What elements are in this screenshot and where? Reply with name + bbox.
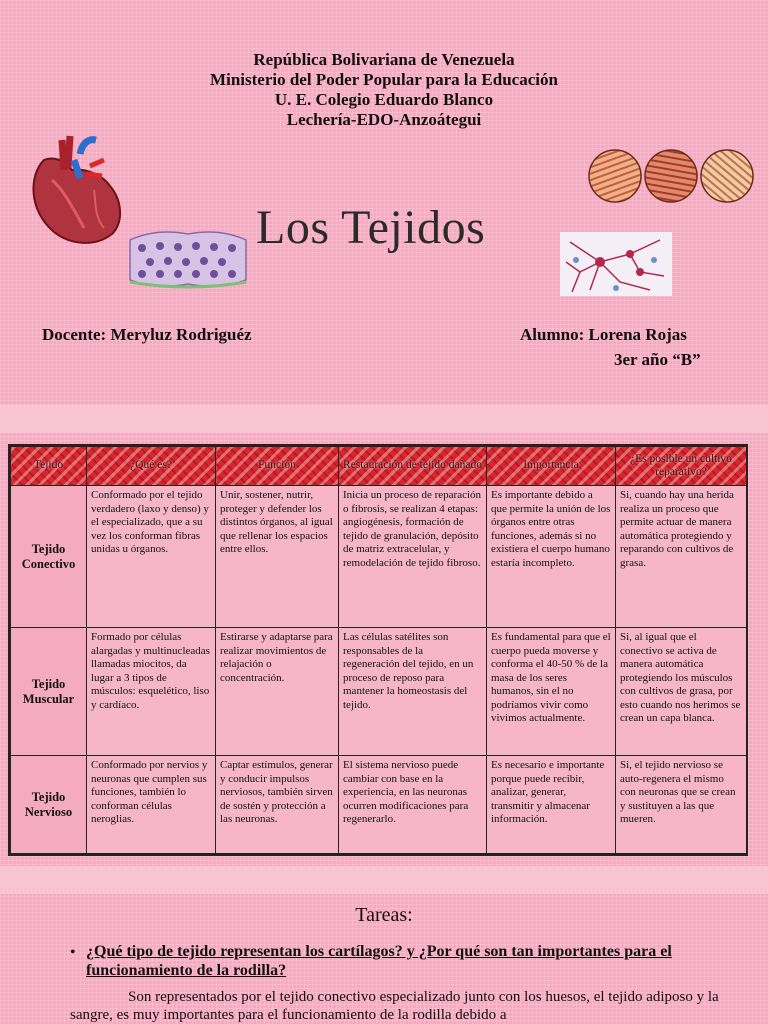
table-cell: El sistema nervioso puede cambiar con base en la experiencia, en las neuronas ocurren modificaciones para regenerarlo. [339,756,487,854]
table-header-row [11,447,747,486]
tasks-title: Tareas: [355,904,413,926]
institution-line: Ministerio del Poder Popular para la Educación [210,70,558,89]
table-row [11,628,747,756]
table-row [11,756,747,854]
bullet-icon: • [70,944,76,961]
heart-illustration [24,130,126,248]
tissue-table [10,446,747,854]
page-separator [0,866,768,894]
task-answer: Son representados por el tejido conectivo especializado junto con los huesos, el tejido adiposo y la sangre, es muy importantes para el funcionamiento de la rodilla debido a [70,989,719,1023]
cover-page [0,0,768,405]
institution-header [0,50,768,130]
table-row [11,486,747,628]
institution-line: Lechería-EDO-Anzoátegui [286,110,482,129]
column-header: ¿Es posible un cultivo reparativo? [616,447,747,486]
column-header: Función [216,447,339,486]
table-cell: Conformado por nervios y neuronas que cumplen sus funciones, también lo conforman células neroglias. [87,756,216,854]
student-grade: 3er año “B” [614,350,701,369]
table-cell: Inicia un proceso de reparación o fibrosis, se realizan 4 etapas: angiogénesis, formación de tejido de granulación, depósito de matriz extracelular, y remodelación de tejido fibroso. [339,486,487,628]
table-cell: Es necesario e importante porque puede recibir, analizar, generar, transmitir y almacenar información. [487,756,616,854]
institution-line: República Bolivariana de Venezuela [253,50,515,69]
table-cell: Es importante debido a que permite la unión de los órganos entre otras funciones, además si no existiera el cuerpo humano estaría incompleto. [487,486,616,628]
table-cell: Si, cuando hay una herida realiza un proceso que permite actuar de manera automática protegiendo y reparando con cultivos de grasa. [616,486,747,628]
table-cell: Si, el tejido nervioso se auto-regenera el mismo con neuronas que se crean y sustituyen a las que mueren. [616,756,747,854]
table-cell: Es fundamental para que el cuerpo pueda moverse y conforma el 40-50 % de la masa de los seres humanos, sin el no podríamos vivir como vivimos actualmente. [487,628,616,756]
table-cell: Estirarse y adaptarse para realizar movimientos de relajación o concentración. [216,628,339,756]
teacher-name: Docente: Meryluz Rodriguéz [42,325,252,344]
row-header: Tejido Nervioso [11,756,87,854]
task-question-text: ¿Qué tipo de tejido representan los cartílagos? y ¿Por qué son tan importantes para el funcionamiento de la rodilla? [86,943,672,979]
tissue-table-container [8,444,748,856]
task-question [70,942,710,980]
table-cell: Unir, sostener, nutrir, proteger y defender los distintos órganos, al igual que rellenar los espacios entre ellos. [216,486,339,628]
column-header: Tejido [11,447,87,486]
row-header: Tejido Conectivo [11,486,87,628]
table-cell: Las células satélites son responsables de la regeneración del tejido, en un proceso de reposo para mantener la homeostasis del tejido. [339,628,487,756]
muscle-tissue-illustration [588,148,754,204]
row-header: Tejido Muscular [11,628,87,756]
page-separator [0,405,768,433]
page-title: Los Tejidos [256,201,486,254]
column-header: ¿Qué es? [87,447,216,486]
table-cell: Formado por células alargadas y multinucleadas llamadas miocitos, da lugar a 3 tipos de músculos: esquelético, liso y cardíaco. [87,628,216,756]
nervous-tissue-illustration [560,232,672,296]
table-cell: Si, al igual que el conectivo se activa de manera automática protegiendo los músculos con cultivos de grasa, por esto cuando nos herimos se crean un capa blanca. [616,628,747,756]
table-cell: Captar estímulos, generar y conducir impulsos nerviosos, también sirven de sostén y protección a las neuronas. [216,756,339,854]
student-name: Alumno: Lorena Rojas [520,325,687,344]
epithelial-tissue-illustration [126,226,250,292]
table-cell: Conformado por el tejido verdadero (laxo y denso) y el especializado, que a su vez los conforman fibras unidas u órganos. [87,486,216,628]
column-header: Restauración de tejido dañado [339,447,487,486]
column-header: Importancia [487,447,616,486]
institution-line: U. E. Colegio Eduardo Blanco [274,90,494,109]
